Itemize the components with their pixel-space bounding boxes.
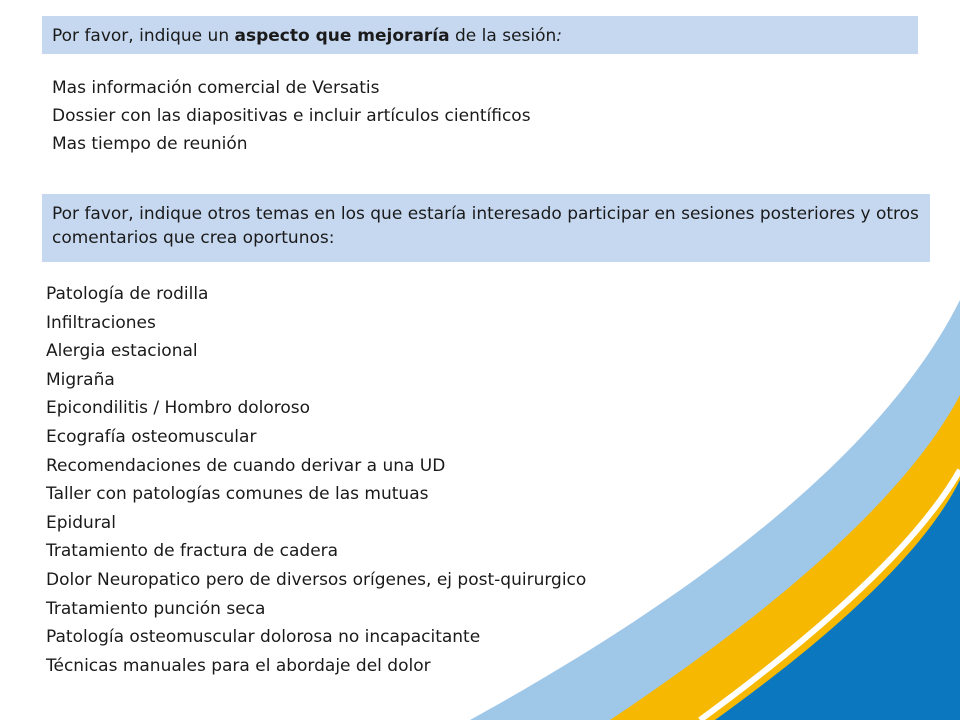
list-item: Dolor Neuropatico pero de diversos orígenes, ej post-quirurgico	[46, 569, 587, 590]
list-item: Epidural	[46, 512, 116, 533]
question-colon: :	[556, 26, 563, 46]
list-item: Patología de rodilla	[46, 284, 209, 304]
list-item: Técnicas manuales para el abordaje del dolor	[46, 655, 431, 676]
list-item: Infiltraciones	[46, 312, 156, 333]
list-item: Mas información comercial de Versatis	[52, 78, 380, 98]
list-item: Mas tiempo de reunión	[52, 134, 248, 154]
improvement-responses-list	[52, 74, 531, 158]
list-item: Dossier con las diapositivas e incluir artículos científicos	[52, 106, 531, 126]
list-item: Tratamiento de fractura de cadera	[46, 541, 339, 562]
list-item: Patología osteomuscular dolorosa no incapacitante	[46, 627, 481, 648]
question-bold-phrase: aspecto que mejoraría	[234, 26, 450, 46]
list-item: Ecografía osteomuscular	[46, 426, 257, 447]
list-item: Tratamiento punción seca	[46, 598, 266, 619]
list-item: Migraña	[46, 369, 115, 390]
list-item: Taller con patologías comunes de las mutuas	[46, 484, 429, 505]
topics-responses-list	[46, 280, 586, 680]
question-suffix: de la sesión	[449, 26, 557, 46]
question-banner-improvement	[42, 16, 918, 54]
question-banner-topics	[42, 194, 930, 262]
list-item: Epicondilitis / Hombro doloroso	[46, 398, 311, 419]
question-text-improvement	[52, 24, 908, 48]
question-prefix: Por favor, indique un	[52, 26, 235, 46]
question-text-topics: Por favor, indique otros temas en los que estaría interesado participar en sesiones posteriores y otros comentarios que crea oportunos:	[52, 204, 919, 248]
list-item: Recomendaciones de cuando derivar a una UD	[46, 455, 446, 476]
list-item: Alergia estacional	[46, 341, 198, 362]
